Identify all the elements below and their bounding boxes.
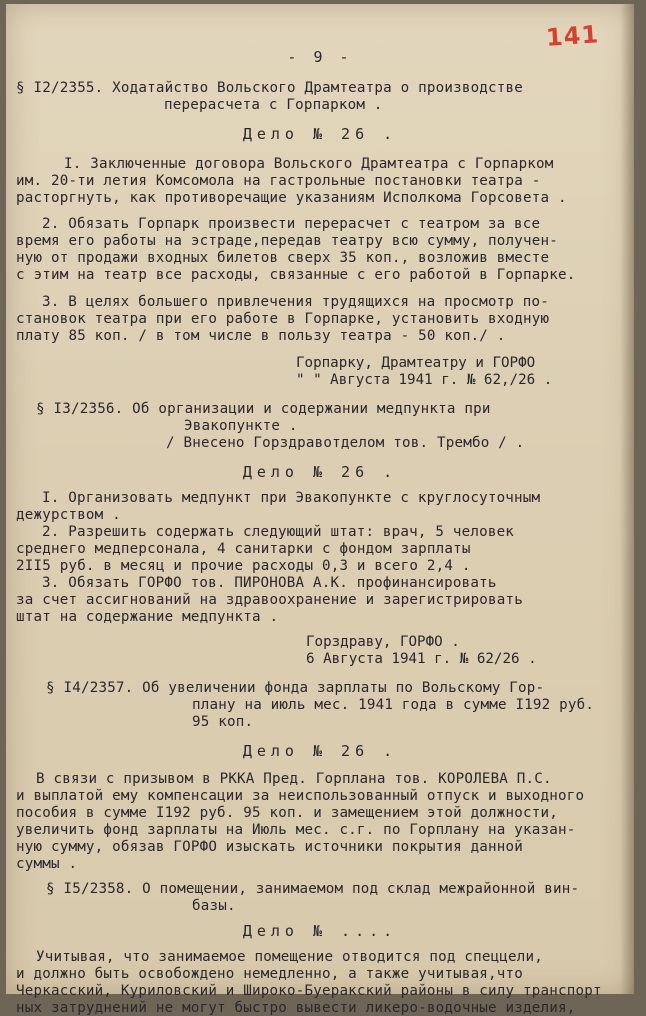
- s13-delo: Дело № 26 .: [242, 463, 398, 481]
- s13-p2-line-1: 2. Разрешить содержать следующий штат: врач, 5 человек: [42, 524, 515, 540]
- archive-page: [6, 4, 634, 1016]
- s14-p1-line-4: увеличить фонд зарплаты на Июль мес. с.г. по Горплану на указан-: [16, 822, 576, 838]
- s12-p1-line-2: им. 20-ти летия Комсомола на гастрольные постановки театра -: [16, 173, 541, 189]
- s13-heading-line-1: § I3/2356. Об организации и содержании медпункта при: [36, 401, 491, 417]
- s13-heading-line-2: Эвакопункте .: [184, 418, 298, 434]
- s13-p1-line-2: дежурством .: [16, 507, 121, 523]
- s13-p3-line-3: штат на содержание медпункта .: [16, 609, 279, 625]
- s12-p3-line-3: плату 85 коп. / в том числе в пользу театра - 50 коп./ .: [16, 328, 506, 344]
- s12-p1-line-3: расторгнуть, как противоречащие указаниям Исполкома Горсовета .: [16, 190, 567, 206]
- s14-p1-line-3: пособия в сумме I192 руб. 95 коп. и замещением этой должности,: [16, 805, 558, 821]
- s12-p3-line-2: становок театра при его работе в Горпарке, установить входную: [16, 311, 550, 327]
- s15-p1-line-4: ных затруднений не могут быстро вывести ликеро-водочные изделия,: [16, 1000, 576, 1016]
- s15-heading-line-1: § I5/2358. О помещении, занимаемом под склад межрайонной вин-: [46, 881, 580, 897]
- s13-p3-line-2: за счет ассигнований на здравоохранение и зарегистрировать: [16, 592, 524, 608]
- s12-p1-line-1: I. Заключенные договора Вольского Драмтеатра с Горпарком: [64, 156, 554, 172]
- s12-heading-line-1: § I2/2355. Ходатайство Вольского Драмтеатра о производстве: [16, 80, 524, 96]
- s14-delo: Дело № 26 .: [242, 742, 398, 760]
- s14-p1-line-1: В связи с призывом в РККА Пред. Горплана тов. КОРОЛЕВА П.С.: [36, 771, 552, 787]
- s12-heading-line-2: перерасчета с Горпарком .: [164, 97, 383, 113]
- page-number: - 9 -: [287, 48, 353, 66]
- s12-p2-line-1: 2. Обязать Горпарк произвести перерасчет с театром за все: [42, 216, 541, 232]
- s14-heading-line-3: 95 коп.: [192, 714, 254, 730]
- s13-signature-line-1: Горздраву, ГОРФО .: [306, 634, 460, 650]
- s12-p2-line-3: ную от продажи входных билетов сверх 35 коп., возложив вместе: [16, 250, 550, 266]
- s14-p1-line-2: и выплатой ему компенсации за неиспользованный отпуск и выходного: [16, 788, 585, 804]
- s13-signature-line-2: 6 Августа 1941 г. № 62/26 .: [306, 651, 537, 667]
- s12-signature-line-2: " " Августа 1941 г. № 62,/26 .: [296, 372, 553, 388]
- s12-signature-line-1: Горпарку, Драмтеатру и ГОРФО: [296, 355, 536, 371]
- s14-p1-line-6: суммы .: [16, 856, 78, 872]
- s12-p3-line-1: 3. В целях большего привлечения трудящихся на просмотр по-: [42, 294, 550, 310]
- s14-p1-line-5: ную сумму, обязав ГОРФО изыскать источники покрытия данной: [16, 839, 524, 855]
- s13-p3-line-1: 3. Обязать ГОРФО тов. ПИРОНОВА А.К. профинансировать: [42, 575, 497, 591]
- s13-p2-line-3: 2II5 руб. в месяц и прочие расходы 0,3 и всего 2,4 .: [16, 558, 471, 574]
- s12-delo: Дело № 26 .: [242, 125, 398, 143]
- archive-folio-stamp: 141: [545, 20, 601, 52]
- s15-p1-line-1: Учитывая, что занимаемое помещение отводится под спеццели,: [36, 949, 544, 965]
- s15-p1-line-3: Черкасский, Куриловский и Широко-Буеракский районы в силу транспорт: [16, 983, 602, 999]
- s15-heading-line-2: базы.: [192, 898, 236, 914]
- s12-p2-line-4: с этим на театр все расходы, связанные с его работой в Горпарке.: [16, 267, 576, 283]
- s14-heading-line-1: § I4/2357. Об увеличении фонда зарплаты по Вольскому Гор-: [46, 680, 545, 696]
- s13-p1-line-1: I. Организовать медпункт при Эвакопункте с круглосуточным: [42, 490, 541, 506]
- page-edge-shadow: [620, 4, 634, 994]
- s14-heading-line-2: плану на июль мес. 1941 года в сумме I192 руб.: [192, 697, 595, 713]
- s15-delo: Дело № ....: [242, 922, 398, 940]
- s15-p1-line-2: и должно быть освобождено немедленно, а также учитывая,что: [16, 966, 524, 982]
- s13-heading-line-3: / Внесено Горздравотделом тов. Трембо / .: [166, 435, 525, 451]
- s13-p2-line-2: среднего медперсонала, 4 санитарки с фондом зарплаты: [16, 541, 471, 557]
- s12-p2-line-2: время его работы на эстраде,передав театру всю сумму, получен-: [16, 233, 558, 249]
